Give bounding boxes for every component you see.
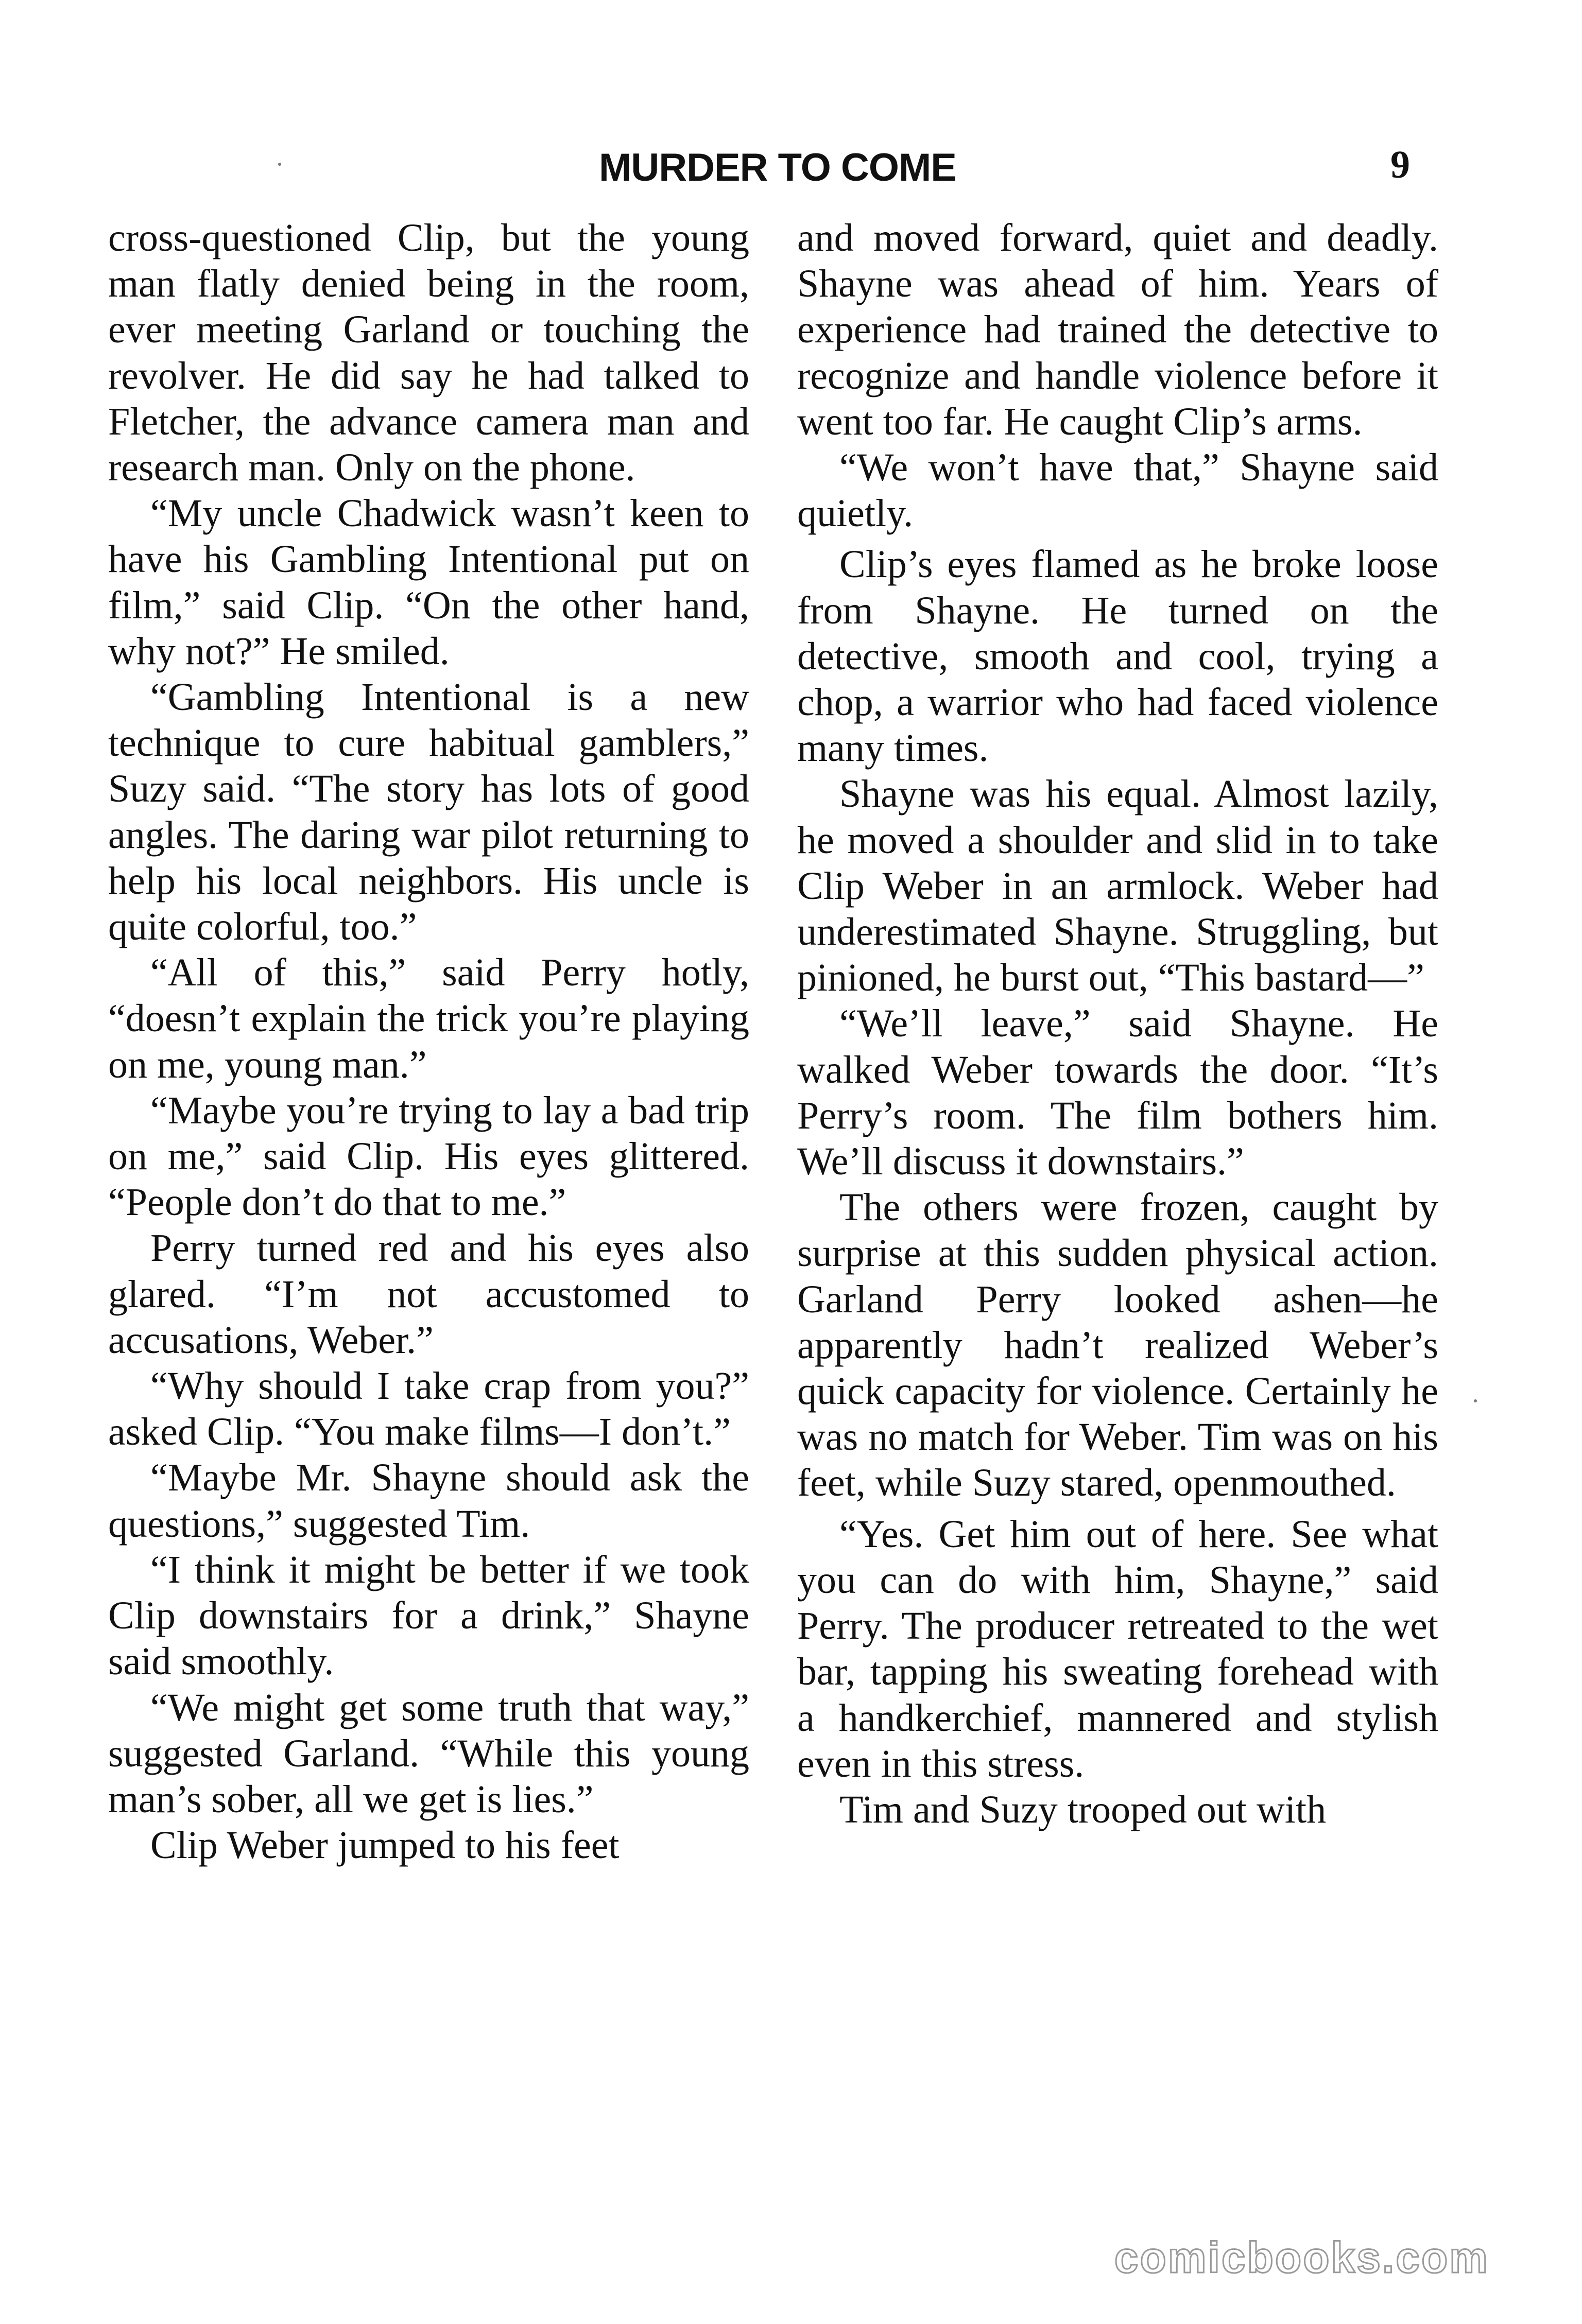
running-title: MURDER TO COME (599, 146, 956, 189)
paragraph: “We might get some truth that way,” suggested Garland. “While this young man’s sober, all we get is lies.” (108, 1686, 749, 1821)
paragraph: Shayne was his equal. Almost lazily, he moved a shoulder and slid in to take Clip Weber in an armlock. Weber had underestimated Shayne. Struggling, but pinioned, he burst out, “This bastard—” (797, 772, 1438, 1000)
watermark: comicbooks.com (1114, 2233, 1489, 2282)
paragraph: “Yes. Get him out of here. See what you can do with him, Shayne,” said Perry. The producer retreated to the wet bar, tapping his sweating forehead with a handkerchief, mannered and stylish even in this stress. (797, 1512, 1438, 1785)
paragraph: “We won’t have that,” Shayne said quietly. (797, 446, 1438, 535)
paragraph: “Maybe you’re trying to lay a bad trip on me,” said Clip. His eyes glittered. “People don’t do that to me.” (108, 1088, 749, 1224)
paragraph: “We’ll leave,” said Shayne. He walked Weber towards the door. “It’s Perry’s room. The film bothers him. We’ll discuss it downstairs.” (797, 1002, 1438, 1184)
print-speck (278, 163, 281, 166)
paragraph: “Gambling Intentional is a new technique to cure habitual gamblers,” Suzy said. “The story has lots of good angles. The daring war pilot returning to help his local neighbors. His uncle is quite colorful, too.” (108, 675, 749, 949)
paragraph: “Maybe Mr. Shayne should ask the questions,” suggested Tim. (108, 1456, 749, 1546)
paragraph: Clip Weber jumped to his feet (150, 1824, 620, 1867)
paragraph: “Why should I take crap from you?” asked Clip. “You make films—I don’t.” (108, 1364, 749, 1454)
paragraph: “My uncle Chadwick wasn’t keen to have his Gambling Intentional put on film,” said Clip. “On the other hand, why not?” He smiled. (108, 492, 749, 673)
paragraph: “I think it might be better if we took Clip downstairs for a drink,” Shayne said smoothly. (108, 1548, 749, 1684)
paragraph: The others were frozen, caught by surprise at this sudden physical action. Garland Perry looked ashen—he apparently hadn’t realized Weber’s quick capacity for violence. Certainly he was no match for Weber. Tim was on his feet, while Suzy stared, openmouthed. (797, 1186, 1438, 1505)
paragraph: cross-questioned Clip, but the young man flatly denied being in the room, ever meeting Garland or touching the revolver. He did say he had talked to Fletcher, the advance camera man and research man. Only on the phone. (108, 216, 749, 490)
text-column-left (108, 215, 749, 1868)
paragraph: Tim and Suzy trooped out with (839, 1788, 1327, 1831)
paragraph: and moved forward, quiet and deadly. Shayne was ahead of him. Years of experience had trained the detective to recognize and handle violence before it went too far. He caught Clip’s arms. (797, 216, 1438, 443)
text-column-right (797, 215, 1438, 1833)
paragraph: Clip’s eyes flamed as he broke loose from Shayne. He turned on the detective, smooth and cool, trying a chop, a warrior who had faced violence many times. (797, 543, 1438, 770)
paragraph: Perry turned red and his eyes also glared. “I’m not accustomed to accusations, Weber.” (108, 1226, 749, 1362)
page-number: 9 (1390, 143, 1410, 186)
paragraph: “All of this,” said Perry hotly, “doesn’t explain the trick you’re playing on me, young man.” (108, 951, 749, 1086)
print-speck (1474, 1399, 1477, 1402)
